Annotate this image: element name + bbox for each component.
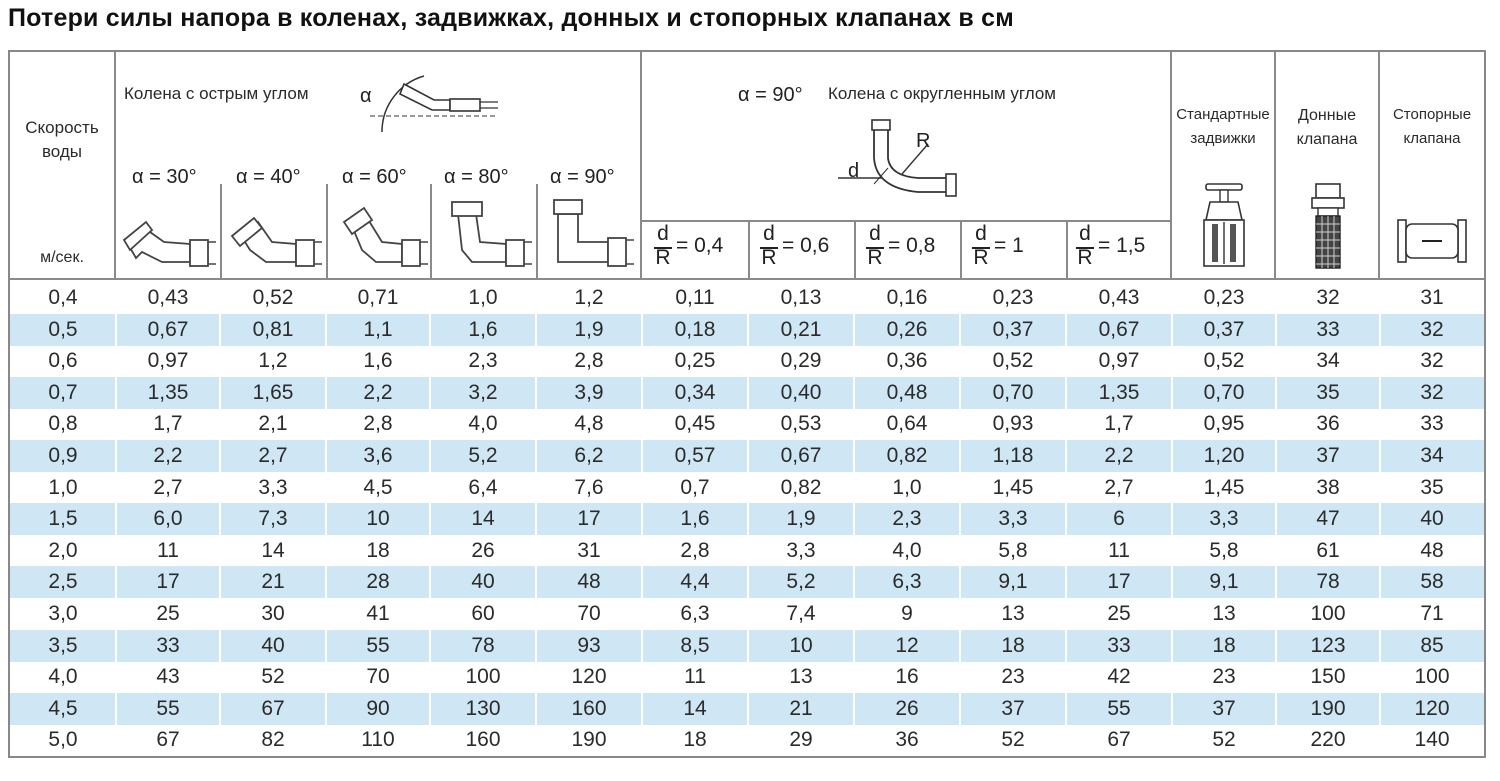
loss-cell: 190 [1310,696,1346,720]
loss-cell: 42 [1107,665,1131,689]
table-body [10,282,1484,756]
foot-valve-icon [1310,182,1346,270]
loss-cell: 71 [1420,602,1444,625]
loss-cell: 6,3 [680,602,710,625]
loss-cell: 1,45 [1203,475,1245,499]
loss-cell: 6,4 [468,475,498,499]
loss-cell: 4,5 [363,475,393,499]
loss-cell: 100 [1414,665,1450,689]
header-divider [10,278,1484,280]
loss-cell: 52 [1001,728,1025,752]
elbow-40-icon [226,210,326,272]
stop-label-line1: Стопорные [1392,106,1472,123]
loss-cell: 2,2 [1104,444,1134,467]
loss-cell: 26 [895,696,919,720]
divider [220,184,222,280]
loss-cell: 31 [1420,286,1444,309]
divider [326,184,328,280]
elbow-80-icon [440,198,540,272]
loss-cell: 31 [577,538,601,562]
loss-cell: 32 [1316,286,1340,309]
loss-cell: 2,7 [153,475,183,499]
angle-label-80: α = 80° [444,166,509,188]
loss-cell: 0,48 [886,380,928,404]
loss-cell: 12 [895,633,919,657]
loss-cell: 120 [1414,696,1450,720]
loss-cell: 2,3 [892,507,922,531]
stop-label-line2: клапана [1403,130,1461,147]
loss-cell: 1,9 [786,507,816,531]
speed-cell: 0,9 [48,444,78,467]
loss-cell: 37 [1001,696,1025,720]
loss-cell: 60 [471,602,495,625]
loss-cell: 33 [1316,317,1340,341]
loss-cell: 32 [1420,317,1444,341]
loss-cell: 37 [1212,696,1236,720]
loss-cell: 0,36 [886,349,928,373]
loss-cell: 4,0 [892,538,922,562]
loss-cell: 5,2 [786,570,816,594]
gate-label-line2: задвижки [1190,130,1256,147]
speed-cell: 2,0 [48,538,78,562]
loss-cell: 2,2 [363,380,393,404]
loss-cell: 0,23 [992,286,1034,309]
loss-cell: 0,95 [1203,412,1245,436]
loss-cell: 2,2 [153,444,183,467]
loss-cell: 67 [156,728,180,752]
ratio-value: = 0,8 [888,234,936,257]
loss-cell: 100 [1310,602,1346,625]
loss-cell: 1,6 [363,349,393,373]
column-divider [1065,282,1067,756]
ratio-num: d [763,222,775,245]
loss-cell: 190 [571,728,607,752]
loss-cell: 25 [1107,602,1131,625]
loss-cell: 36 [1316,412,1340,436]
angle-label-30: α = 30° [132,166,197,188]
loss-cell: 25 [156,602,180,625]
angle-label-60: α = 60° [342,166,407,188]
ratio-den: R [867,246,883,269]
ratio-num: d [657,222,669,245]
loss-cell: 0,43 [1098,286,1140,309]
loss-cell: 37 [1316,444,1340,467]
divider [1066,220,1068,280]
loss-cell: 1,18 [992,444,1034,467]
loss-cell: 2,8 [574,349,604,373]
loss-cell: 32 [1420,380,1444,404]
loss-cell: 48 [1420,538,1444,562]
loss-cell: 33 [156,633,180,657]
loss-cell: 3,3 [258,475,288,499]
column-divider [853,282,855,756]
loss-cell: 67 [261,696,285,720]
loss-cell: 78 [471,633,495,657]
loss-cell: 130 [465,696,501,720]
loss-cell: 0,67 [147,317,189,341]
check-valve-icon [1396,216,1468,266]
loss-cell: 35 [1316,380,1340,404]
loss-cell: 2,7 [1104,475,1134,499]
column-divider [747,282,749,756]
loss-cell: 160 [465,728,501,752]
loss-cell: 1,6 [680,507,710,531]
loss-cell: 120 [571,665,607,689]
loss-cell: 47 [1316,507,1340,531]
column-divider [1379,282,1381,756]
speed-cell: 0,4 [48,286,78,309]
divider [960,220,962,280]
loss-cell: 0,25 [674,349,716,373]
ratio-num: d [1079,222,1091,245]
loss-cell: 40 [471,570,495,594]
loss-cell: 7,4 [786,602,816,625]
speed-cell: 3,0 [48,602,78,625]
loss-cell: 150 [1310,665,1346,689]
loss-cell: 0,67 [780,444,822,467]
page-title: Потери силы напора в коленах, задвижках, донных и стопорных клапанах в см [8,4,1014,32]
loss-cell: 0,16 [886,286,928,309]
loss-cell: 90 [366,696,390,720]
loss-cell: 16 [895,665,919,689]
loss-cell: 0,26 [886,317,928,341]
loss-cell: 34 [1316,349,1340,373]
loss-cell: 0,34 [674,380,716,404]
loss-cell: 0,52 [992,349,1034,373]
loss-cell: 0,7 [680,475,710,499]
loss-cell: 2,1 [258,412,288,436]
speed-cell: 0,6 [48,349,78,373]
speed-cell: 4,0 [48,665,78,689]
loss-cell: 18 [683,728,707,752]
column-divider [959,282,961,756]
loss-cell: 6,3 [892,570,922,594]
loss-cell: 0,52 [1203,349,1245,373]
loss-cell: 21 [789,696,813,720]
loss-cell: 23 [1001,665,1025,689]
ratio-value: = 1 [994,234,1024,257]
bottom-label-line2: клапана [1296,131,1358,148]
column-divider [219,282,221,756]
loss-cell: 70 [577,602,601,625]
loss-cell: 6,2 [574,444,604,467]
loss-cell: 0,67 [1098,317,1140,341]
loss-cell: 67 [1107,728,1131,752]
loss-cell: 0,37 [992,317,1034,341]
loss-cell: 55 [366,633,390,657]
column-divider [535,282,537,756]
speed-cell: 0,8 [48,412,78,436]
loss-cell: 14 [261,538,285,562]
round-diagram-r: R [916,130,931,152]
loss-cell: 17 [577,507,601,531]
loss-cell: 9 [901,602,913,625]
loss-cell: 30 [261,602,285,625]
loss-cell: 4,0 [468,412,498,436]
loss-cell: 11 [1108,538,1130,562]
loss-cell: 70 [366,665,390,689]
loss-cell: 0,52 [252,286,294,309]
elbow-60-icon [332,204,432,272]
speed-cell: 2,5 [48,570,78,594]
loss-cell: 0,97 [1098,349,1140,373]
loss-cell: 21 [261,570,285,594]
loss-cell: 5,2 [468,444,498,467]
loss-cell: 13 [789,665,813,689]
loss-cell: 9,1 [998,570,1028,594]
loss-cell: 8,5 [680,633,710,657]
loss-cell: 7,6 [574,475,604,499]
loss-cell: 29 [789,728,813,752]
loss-cell: 10 [789,633,813,657]
loss-cell: 1,35 [1098,380,1140,404]
elbow-30-icon [120,210,220,272]
loss-cell: 1,1 [363,317,393,341]
loss-cell: 4,8 [574,412,604,436]
loss-cell: 0,11 [675,286,715,309]
loss-cell: 0,53 [780,412,822,436]
gate-valve-header [1172,52,1276,280]
loss-cell: 6 [1113,507,1125,531]
loss-cell: 93 [577,633,601,657]
loss-cell: 0,70 [992,380,1034,404]
loss-cell: 6,0 [153,507,183,531]
elbow-90-icon [544,196,644,272]
loss-cell: 3,9 [574,380,604,404]
speed-cell: 5,0 [48,728,78,752]
ratio-num: d [975,222,987,245]
round-group-label: Колена с округленным углом [828,84,1056,103]
loss-cell: 18 [366,538,390,562]
column-divider [641,282,643,756]
loss-cell: 14 [471,507,495,531]
loss-cell: 28 [366,570,390,594]
angle-label-40: α = 40° [236,166,301,188]
loss-cell: 160 [571,696,607,720]
loss-cell: 9,1 [1209,570,1239,594]
loss-cell: 2,7 [258,444,288,467]
ratio-den: R [973,246,989,269]
loss-cell: 140 [1414,728,1450,752]
speed-unit: м/сек. [40,249,84,266]
loss-cell: 23 [1212,665,1236,689]
ratio-den: R [655,246,671,269]
angle-label-90: α = 90° [550,166,615,188]
loss-cell: 26 [471,538,495,562]
loss-cell: 0,45 [674,412,716,436]
loss-cell: 1,65 [252,380,294,404]
loss-cell: 1,35 [147,380,189,404]
loss-cell: 5,8 [998,538,1028,562]
loss-cell: 82 [261,728,285,752]
ratio-value: = 0,4 [676,234,724,257]
loss-cell: 52 [1212,728,1236,752]
loss-cell: 58 [1420,570,1444,594]
loss-cell: 3,3 [786,538,816,562]
loss-cell: 0,13 [780,286,822,309]
loss-cell: 78 [1316,570,1340,594]
loss-cell: 1,0 [892,475,922,499]
loss-cell: 0,40 [780,380,822,404]
loss-cell: 38 [1316,475,1340,499]
column-divider [325,282,327,756]
loss-cell: 0,97 [147,349,189,373]
loss-cell: 5,8 [1209,538,1239,562]
ratio-den: R [761,246,777,269]
loss-cell: 1,20 [1203,444,1245,467]
sharp-alpha-symbol: α [360,85,372,107]
speed-cell: 1,5 [48,507,78,531]
loss-cell: 43 [156,665,180,689]
loss-cell: 55 [156,696,180,720]
loss-cell: 0,71 [357,286,399,309]
loss-cell: 0,82 [780,475,822,499]
loss-cell: 0,70 [1203,380,1245,404]
loss-cell: 52 [261,665,285,689]
loss-cell: 0,81 [252,317,294,341]
loss-cell: 17 [156,570,180,594]
loss-table [8,50,1486,758]
column-divider [115,282,117,756]
loss-cell: 0,57 [674,444,716,467]
loss-cell: 1,2 [258,349,288,373]
loss-cell: 0,18 [674,317,716,341]
loss-cell: 1,7 [153,412,183,436]
speed-cell: 1,0 [48,475,78,499]
speed-header [10,52,116,280]
loss-cell: 10 [366,507,390,531]
speed-cell: 3,5 [48,633,78,657]
ratio-den: R [1077,246,1093,269]
loss-cell: 13 [1212,602,1236,625]
check-valve-header [1380,52,1484,280]
loss-cell: 2,8 [680,538,710,562]
loss-cell: 0,37 [1203,317,1245,341]
bottom-label-line1: Донные [1298,107,1356,124]
gate-valve-icon [1200,180,1248,270]
loss-cell: 220 [1310,728,1346,752]
loss-cell: 33 [1107,633,1131,657]
loss-cell: 0,64 [886,412,928,436]
speed-cell: 4,5 [48,696,78,720]
loss-cell: 11 [684,665,706,689]
loss-cell: 123 [1310,633,1346,657]
loss-cell: 18 [1001,633,1025,657]
loss-cell: 0,82 [886,444,928,467]
loss-cell: 2,8 [363,412,393,436]
loss-cell: 32 [1420,349,1444,373]
loss-cell: 40 [261,633,285,657]
loss-cell: 3,3 [998,507,1028,531]
ratio-value: = 0,6 [782,234,830,257]
divider [854,220,856,280]
loss-cell: 0,23 [1203,286,1245,309]
loss-cell: 0,29 [780,349,822,373]
loss-cell: 33 [1420,412,1444,436]
loss-cell: 110 [361,728,395,752]
foot-valve-header [1276,52,1380,280]
loss-cell: 61 [1316,538,1340,562]
loss-cell: 40 [1420,507,1444,531]
ratio-num: d [869,222,881,245]
loss-cell: 1,6 [468,317,498,341]
sharp-group-label: Колена с острым углом [124,84,309,103]
speed-cell: 0,5 [48,317,78,341]
loss-cell: 18 [1212,633,1236,657]
round-diagram-d: d [848,160,860,182]
speed-label-line2: воды [41,142,83,161]
loss-cell: 48 [577,570,601,594]
loss-cell: 3,2 [468,380,498,404]
loss-cell: 85 [1420,633,1444,657]
loss-cell: 35 [1420,475,1444,499]
loss-cell: 1,9 [574,317,604,341]
loss-cell: 7,3 [258,507,288,531]
speed-cell: 0,7 [48,380,78,404]
loss-cell: 100 [465,665,501,689]
ratio-value: = 1,5 [1098,234,1146,257]
loss-cell: 17 [1107,570,1131,594]
speed-label-line1: Скорость [25,118,99,137]
loss-cell: 14 [683,696,707,720]
loss-cell: 41 [366,602,390,625]
round-alpha-label: α = 90° [738,84,803,106]
divider [748,220,750,280]
loss-cell: 55 [1107,696,1131,720]
gate-label-line1: Стандартные [1176,106,1270,123]
loss-cell: 1,0 [468,286,498,309]
column-divider [429,282,431,756]
loss-cell: 1,7 [1104,412,1134,436]
loss-cell: 2,3 [468,349,498,373]
loss-cell: 1,2 [574,286,604,309]
loss-cell: 34 [1420,444,1444,467]
column-divider [1275,282,1277,756]
loss-cell: 3,3 [1209,507,1239,531]
loss-cell: 0,93 [992,412,1034,436]
column-divider [1171,282,1173,756]
loss-cell: 1,45 [992,475,1034,499]
loss-cell: 4,4 [680,570,710,594]
loss-cell: 11 [157,538,179,562]
loss-cell: 0,43 [147,286,189,309]
sharp-elbow-diagram-icon [364,66,504,146]
loss-cell: 36 [895,728,919,752]
loss-cell: 3,6 [363,444,393,467]
loss-cell: 13 [1001,602,1025,625]
loss-cell: 0,21 [780,317,822,341]
